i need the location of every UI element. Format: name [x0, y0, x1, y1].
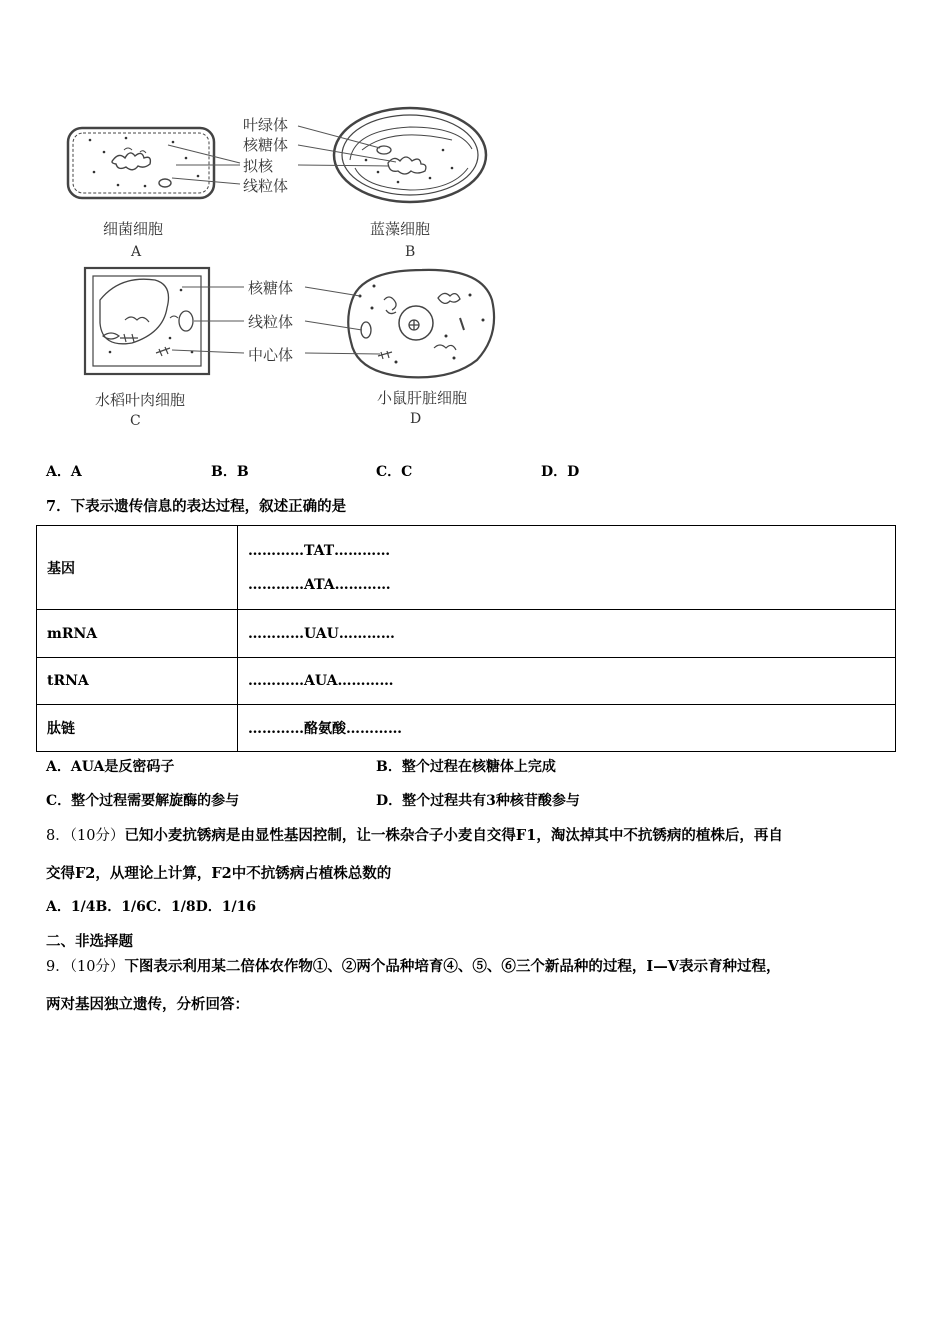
table-row — [37, 526, 896, 610]
caption-cyanobacterial-cell: 蓝藻细胞 — [370, 220, 431, 238]
row-label-gene: 基因 — [37, 526, 238, 610]
caption-letter-a: A — [131, 244, 142, 260]
gene-strand-1: …………TAT………… — [248, 542, 391, 559]
q6-option-d[interactable]: D．D — [541, 464, 580, 480]
q7-stem: 7．下表示遗传信息的表达过程，叙述正确的是 — [46, 498, 347, 515]
q6-option-b[interactable]: B．B — [211, 464, 249, 480]
row-label-peptide: 肽链 — [37, 705, 238, 752]
caption-letter-d: D — [410, 411, 422, 427]
label-mitochondrion-top: 线粒体 — [243, 177, 289, 195]
q9-line-1 — [46, 955, 780, 976]
row-values-gene — [238, 526, 896, 610]
q8-score: （10分） — [69, 828, 125, 844]
label-nucleoid: 拟核 — [243, 157, 274, 175]
row-value-mrna: …………UAU………… — [238, 610, 896, 658]
caption-letter-b: B — [405, 244, 416, 260]
table-row — [37, 610, 896, 658]
q8-number: 8． — [46, 828, 70, 844]
bacterial-cell-drawing — [68, 128, 214, 198]
label-ribosome-bottom: 核糖体 — [248, 279, 294, 297]
section-heading: 二、非选择题 — [46, 933, 133, 950]
label-centriole: 中心体 — [248, 346, 294, 364]
row-value-trna: …………AUA………… — [238, 658, 896, 705]
table-row — [37, 705, 896, 752]
label-ribosome-top: 核糖体 — [243, 136, 289, 154]
q9-text-1: 下图表示利用某二倍体农作物①、②两个品种培育④、⑤、⑥三个新品种的过程，Ⅰ—Ⅴ表示育种过程， — [124, 958, 781, 975]
label-mitochondrion-bottom: 线粒体 — [248, 313, 294, 331]
table-row — [37, 658, 896, 705]
q6-option-c[interactable]: C．C — [376, 464, 413, 480]
label-chloroplast: 叶绿体 — [243, 116, 289, 134]
q8-options[interactable]: A．1/4B．1/6C．1/8D．1/16 — [46, 899, 257, 915]
q8-line-1 — [46, 824, 783, 845]
q7-option-a[interactable]: A．AUA是反密码子 — [46, 759, 175, 775]
gene-expression-table — [36, 525, 896, 752]
q7-option-d[interactable]: D．整个过程共有3种核苷酸参与 — [376, 793, 580, 809]
q6-option-a[interactable]: A．A — [46, 464, 82, 480]
gene-strand-2: …………ATA………… — [248, 576, 391, 593]
q9-score: （10分） — [69, 959, 125, 975]
row-value-peptide: …………酪氨酸………… — [238, 705, 896, 752]
caption-rice-mesophyll-cell: 水稻叶肉细胞 — [95, 391, 186, 409]
q8-text-1: 已知小麦抗锈病是由显性基因控制，让一株杂合子小麦自交得F1，淘汰掉其中不抗锈病的植株后，再自 — [124, 827, 783, 844]
row-label-trna: tRNA — [37, 658, 238, 705]
q8-text-2: 交得F2，从理论上计算，F2中不抗锈病占植株总数的 — [46, 865, 392, 882]
q7-option-b[interactable]: B．整个过程在核糖体上完成 — [376, 759, 556, 775]
rice-mesophyll-cell-drawing — [85, 268, 209, 374]
caption-mouse-liver-cell: 小鼠肝脏细胞 — [377, 389, 468, 407]
caption-letter-c: C — [130, 413, 141, 429]
caption-bacterial-cell: 细菌细胞 — [103, 220, 164, 238]
q7-option-c[interactable]: C．整个过程需要解旋酶的参与 — [46, 793, 240, 809]
mouse-liver-cell-drawing — [348, 270, 494, 378]
q9-text-2: 两对基因独立遗传，分析回答： — [46, 996, 249, 1013]
row-label-mrna: mRNA — [37, 610, 238, 658]
q9-number: 9． — [46, 959, 70, 975]
